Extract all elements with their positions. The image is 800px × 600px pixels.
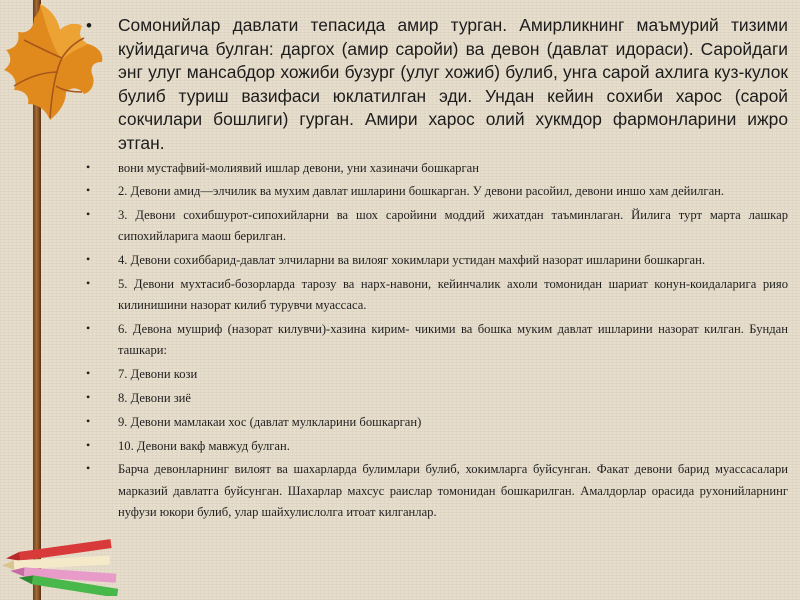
list-item (86, 436, 788, 457)
bullet-icon: • (86, 159, 91, 174)
bullet-icon: • (86, 276, 91, 291)
bullet-icon: • (86, 366, 91, 381)
slide-content (86, 14, 788, 523)
list-item-text: 4. Девони сохиббарид-давлат элчиларни ва вилояг хокимлари устидан махфий назорат ишларини бошкарган. (118, 253, 705, 268)
list-item (86, 158, 788, 179)
list-item-text: 10. Девони вакф мавжуд булган. (118, 438, 290, 453)
list-item-text: вони мустафвий-молиявий ишлар девони, уни хазиначи бошкарган (118, 160, 479, 175)
list-item (86, 364, 788, 385)
crayons-icon (2, 534, 127, 596)
list-item (86, 181, 788, 202)
bullet-icon: • (86, 16, 92, 35)
list-item (86, 250, 788, 271)
list-item (86, 274, 788, 317)
bullet-icon: • (86, 461, 91, 476)
list-item (86, 388, 788, 409)
list-item (86, 319, 788, 362)
list-item-text: 8. Девони зиё (118, 391, 192, 406)
list-item-text: 7. Девони кози (118, 367, 198, 382)
list-item-text: 3. Девони сохибшурот-сипохийларни ва шох саройини моддий жихатдан таъминлаган. Йилига турт марта лашкар сипохийларига маош берилган. (118, 208, 788, 244)
list-item-text: 5. Девони мухтасиб-бозорларда тарозу ва нарх-навони, кейинчалик ахоли томонидан шариат конун-коидаларига рияо килинишини назорат килиб турувчи муассаса. (118, 277, 788, 313)
bullet-icon: • (86, 413, 91, 428)
lead-text: Сомонийлар давлати тепасида амир турган. Амирликнинг маъмурий тизими куйидагича булган: даргох (амир саройи) ва девон (давлат идораси). Саройдаги энг улуг мансабдор хожиби бузург (улуг хожиб) булиб, унга сарой ахлига куз-кулок булиб туриш вазифаси юклатилган эди. Ундан кейин сохиби харос (сарой сокчилари бошлиги) гурган. Амири харос олий хукмдор фармонларини ижро этган. (118, 15, 788, 153)
list-item (86, 412, 788, 433)
list-item (86, 459, 788, 523)
department-list (86, 158, 788, 524)
bullet-icon: • (86, 321, 91, 336)
list-item (86, 205, 788, 248)
bullet-icon: • (86, 437, 91, 452)
list-item-text: 6. Девона мушриф (назорат килувчи)-хазина кирим- чикими ва бошка муким давлат ишларини назорат килган. Бундан ташкари: (118, 322, 788, 358)
list-item-text: 9. Девони мамлакаи хос (давлат мулкларини бошкарган) (118, 414, 422, 429)
list-item-text: Барча девонларнинг вилоят ва шахарларда булимлари булиб, хокимларга буйсунган. Факат девони барид муассасалари марказий давлатга буйсунган. Шахарлар махсус раислар томонидан бошкарилган. Амалдорлар орасида рухонийларнинг нуфузи юкори булиб, улар шайхулислолга итоат килганлар. (118, 462, 788, 520)
lead-paragraph (86, 14, 788, 156)
bullet-icon: • (86, 252, 91, 267)
bullet-icon: • (86, 183, 91, 198)
list-item-text: 2. Девони амид—элчилик ва мухим давлат ишларини бошкарган. У девони расойил, девони иншо хам дейилган. (118, 184, 725, 199)
bullet-icon: • (86, 207, 91, 222)
bullet-icon: • (86, 390, 91, 405)
